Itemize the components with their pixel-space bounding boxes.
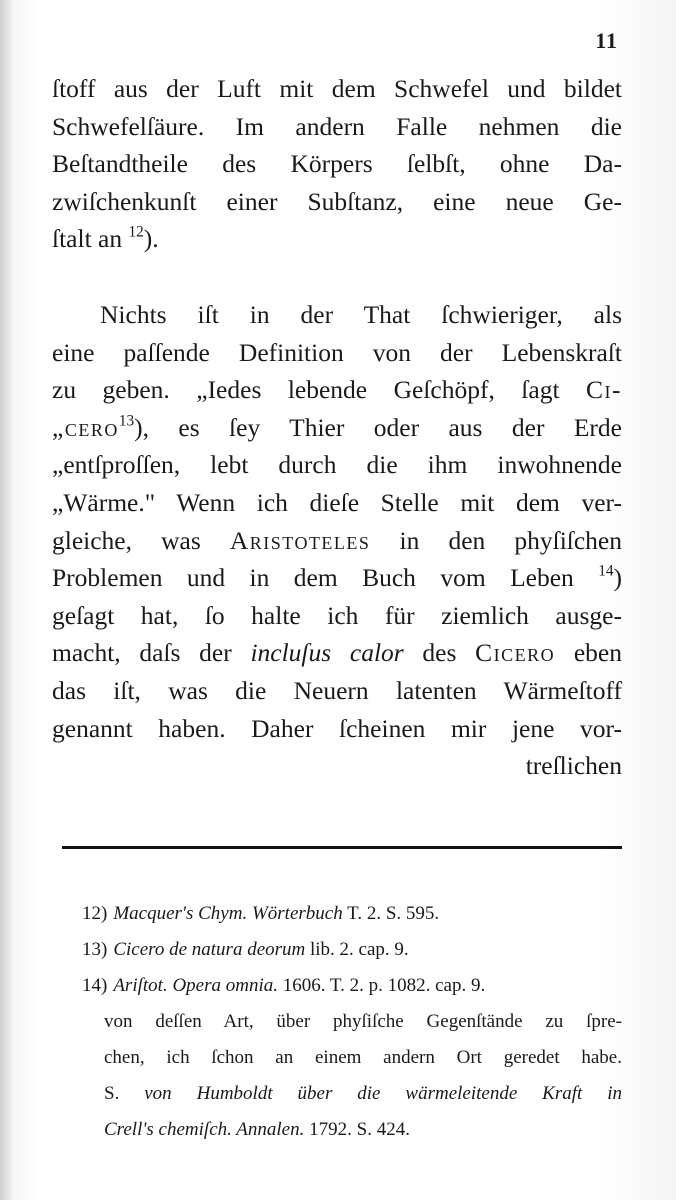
p1-line-5-end: ). [143,224,159,254]
footnote-ref-14: 14 [598,562,614,580]
footnote-12 [82,896,622,932]
p1-line-5-text: ſtalt an [52,224,129,254]
footnote-13-number: 13) [82,939,108,960]
footnote-14-line-4-text: S. [104,1083,145,1104]
binding-edge [0,0,12,1200]
footnote-12-title: Macquer's Chym. Wörterbuch [113,903,343,924]
p2-line-12: genannt haben. Daher ſcheinen mir jene vor- [52,713,622,743]
footnote-14-line-3: chen, ich ſchon an einem andern Ort geredet habe. [104,1047,622,1068]
p1-line-4: zwiſchenkunſt einer Subſtanz, eine neue Ge- [52,186,622,216]
body-text [52,70,622,785]
footnote-ref-13: 13 [118,412,135,430]
footnote-14-title: Ariſtot. Opera omnia. [113,975,278,996]
footnote-14-line-4 [82,1076,622,1112]
footnote-12-number: 12) [82,903,108,924]
footnote-14-journal: Crell's chemiſch. Annalen. [104,1119,305,1140]
p2-line-10-end: eben [555,638,622,668]
p2-line-1: Nichts iſt in der That ſchwieriger, als [100,299,622,329]
footnote-14-ref: 1606. T. 2. p. 1082. cap. 9. [278,975,486,996]
footnote-14-line-2: von deſſen Art, über phyſiſche Gegenſtände zu ſpre- [104,1011,622,1032]
footnotes [82,896,622,1148]
footnote-12-ref: T. 2. S. 595. [342,903,440,924]
author-name-cicero-cont: „cero [52,412,119,442]
p2-line-8-end: ) [613,563,622,593]
p2-line-6: „Wärme." Wenn ich dieſe Stelle mit dem ver- [52,487,622,517]
p2-line-7-end: in den phyſiſchen [370,525,623,555]
p2-line-10-text: macht, daſs der [52,638,251,668]
footnote-14-line-5-ref: 1792. S. 424. [304,1119,410,1140]
footnote-14 [82,968,622,1004]
footnote-ref-12: 12 [128,223,144,241]
p2-line-10 [52,634,622,672]
author-name-aristoteles: Aristoteles [229,525,371,555]
p1-line-5 [52,220,622,258]
p2-line-10-mid: des [403,638,476,668]
footnote-14-number: 14) [82,975,108,996]
page-number: 11 [595,28,618,53]
p2-line-11: das iſt, was die Neuern latenten Wärmeſtoff [52,675,622,705]
p1-line-2: Schwefelſäure. Im andern Falle nehmen die [52,111,622,141]
footnote-14-line-5 [82,1112,622,1148]
paragraph-gap [52,258,622,296]
p2-line-4-text: ), es ſey Thier oder aus der Erde [134,412,622,442]
p2-line-7-text: gleiche, was [52,525,230,555]
footnote-13 [82,932,622,968]
latin-phrase: incluſus calor [250,638,404,668]
p2-line-4 [52,409,622,447]
p1-line-3: Beſtandtheile des Körpers ſelbſt, ohne Da- [52,149,622,179]
p2-line-3 [52,371,622,409]
footnote-13-ref: lib. 2. cap. 9. [305,939,409,960]
p2-line-7 [52,522,622,560]
p2-line-2: eine paſſende Definition von der Lebenskraſt [52,337,622,367]
footnote-14-citation: von Humboldt über die wärmeleitende Kraft in [144,1083,623,1104]
author-name-cicero: Ci- [586,375,622,405]
footnote-divider [62,846,622,849]
p1-line-1: ſtoff aus der Luft mit dem Schwefel und bildet [52,74,622,103]
p2-line-8 [52,559,622,597]
author-name-cicero-2: Cicero [475,638,556,668]
catchword: treſlichen [525,751,622,781]
p2-line-8-text: Problemen und in dem Buch vom Leben [52,563,599,593]
p2-line-9: geſagt hat, ſo halte ich für ziemlich ausge- [52,600,622,630]
footnote-13-title: Cicero de natura deorum [113,939,306,960]
p2-line-5: „entſproſſen, lebt durch die ihm inwohnende [52,450,622,480]
p2-line-3-text: zu geben. „Iedes lebende Geſchöpf, ſagt [52,375,586,405]
